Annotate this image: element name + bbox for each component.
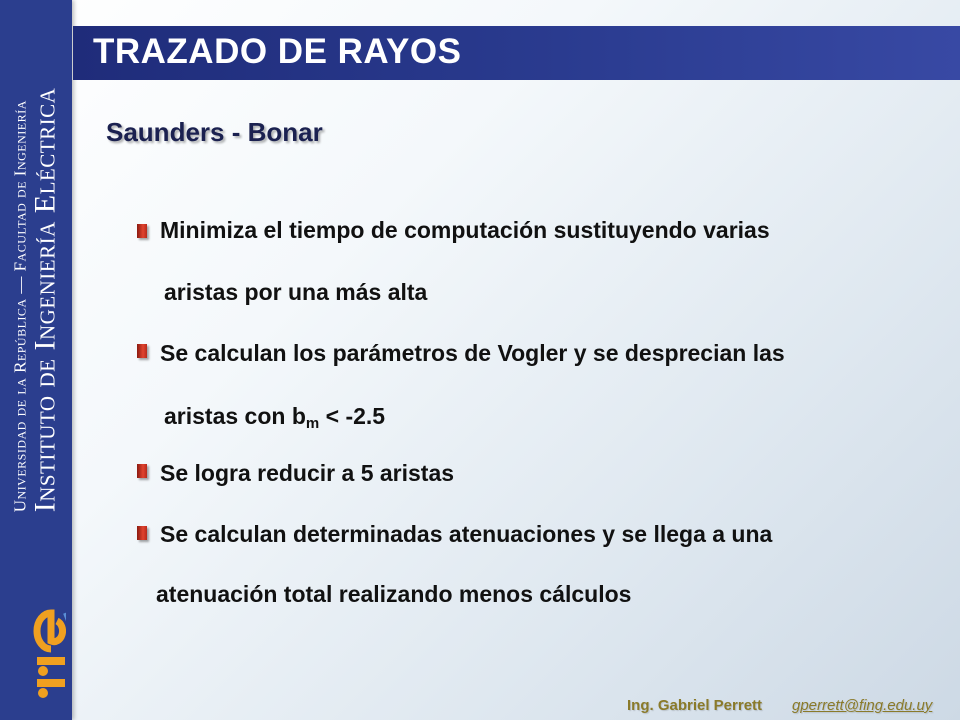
institute-label: Instituto de Ingeniería Eléctrica bbox=[28, 87, 62, 513]
bullet-3-line-1: Se logra reducir a 5 aristas bbox=[160, 460, 455, 486]
footer-author: Ing. Gabriel Perrett bbox=[627, 697, 763, 714]
bullet-marker-icon bbox=[137, 464, 147, 478]
iie-logo-icon bbox=[6, 586, 66, 704]
bullet-2-subscript: m bbox=[305, 415, 320, 432]
bullet-2-line-1: Se calculan los parámetros de Vogler y se desprecian las bbox=[160, 340, 785, 366]
institution-name bbox=[11, 88, 60, 513]
bullet-2-line-2 bbox=[164, 403, 385, 432]
slide-title: TRAZADO DE RAYOS bbox=[93, 32, 462, 71]
slide-subtitle: Saunders - Bonar bbox=[106, 117, 323, 147]
bullet-marker-icon bbox=[137, 344, 147, 358]
footer-email-link[interactable]: gperrett@fing.edu.uy bbox=[792, 697, 933, 714]
bullet-2-text-post: < -2.5 bbox=[319, 403, 386, 429]
bullet-1-line-1: Minimiza el tiempo de computación sustituyendo varias bbox=[160, 217, 770, 243]
bullet-4-line-2: atenuación total realizando menos cálculos bbox=[156, 581, 632, 607]
bullet-4-line-1: Se calculan determinadas atenuaciones y se llega a una bbox=[160, 521, 773, 547]
bullet-marker-icon bbox=[137, 224, 147, 238]
sidebar bbox=[0, 0, 72, 720]
title-bar bbox=[73, 26, 960, 80]
bullet-2-text-pre: aristas con b bbox=[164, 403, 306, 429]
bullet-1-line-2: aristas por una más alta bbox=[164, 279, 428, 305]
university-faculty-label: Universidad de la República — Facultad de Ingeniería bbox=[10, 100, 30, 513]
bullet-marker-icon bbox=[137, 526, 147, 540]
